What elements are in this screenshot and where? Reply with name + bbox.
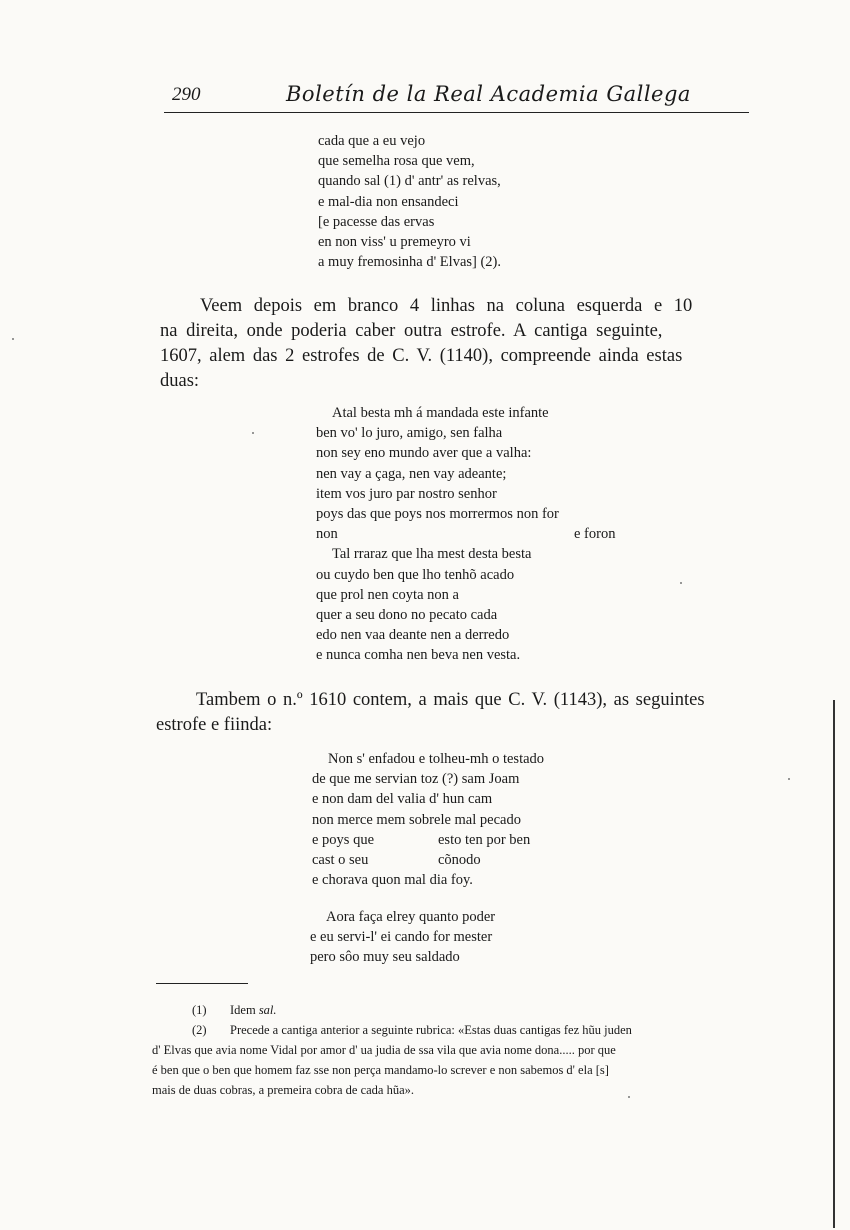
- verse-line: edo nen vaa deante nen a derredo: [316, 627, 510, 644]
- verse-line: e chorava quon mal dia foy.: [312, 872, 473, 889]
- footnote-continuation: mais de duas cobras, a premeira cobra de cada hũa».: [152, 1083, 415, 1097]
- scan-speck: [252, 432, 254, 434]
- paragraph-2: [156, 688, 757, 738]
- prose-line: Tambem o n.º 1610 contem, a mais que C. V. (1143), as seguintes: [196, 690, 705, 710]
- verse-line: Tal rraraz que lha mest desta besta: [332, 546, 532, 563]
- verse-fragment: e poys que: [312, 831, 375, 848]
- prose-line: 1607, alem das 2 estrofes de C. V. (1140), compreende ainda estas: [160, 346, 683, 366]
- verse-line: non merce mem sobrele mal pecado: [312, 811, 521, 828]
- footnote-text-italic: sal.: [258, 1003, 277, 1017]
- verse-line: e mal-dia non ensandeci: [318, 193, 459, 210]
- poem-fragment-1: [318, 131, 501, 272]
- scan-speck: [788, 778, 790, 780]
- verse-line: e nunca comha nen beva nen vesta.: [316, 647, 521, 664]
- verse-fragment: cast o seu: [312, 851, 369, 868]
- verse-line: non sey eno mundo aver que a valha:: [316, 445, 532, 462]
- verse-line-with-gap: [316, 524, 615, 544]
- verse-line: a muy fremosinha d' Elvas] (2).: [318, 254, 502, 271]
- running-header: [160, 82, 750, 110]
- poem-cantiga-1607: [316, 403, 615, 665]
- scan-edge-line: [833, 700, 835, 1228]
- verse-line: poys das que poys nos morrermos non for: [316, 505, 559, 522]
- prose-line: Veem depois em branco 4 linhas na coluna esquerda e 10: [200, 296, 693, 316]
- verse-fragment: esto ten por ben: [438, 831, 531, 848]
- scan-speck: [12, 338, 14, 340]
- footnote-continuation: d' Elvas que avia nome Vidal por amor d' ua judia de ssa vila que avia nome dona..... por que: [152, 1043, 616, 1057]
- verse-line: [e pacesse das ervas: [318, 213, 435, 230]
- verse-fragment: e foron: [574, 526, 616, 543]
- verse-line: e eu servi-l' ei cando for mester: [310, 929, 493, 946]
- verse-line: ou cuydo ben que lho tenhõ acado: [316, 566, 515, 583]
- verse-line: en non viss' u premeyro vi: [318, 233, 471, 250]
- footnote-number: (2): [192, 1023, 207, 1037]
- prose-line: duas:: [160, 371, 200, 391]
- verse-line: quando sal (1) d' antr' as relvas,: [318, 173, 501, 190]
- footnotes: [152, 1000, 756, 1100]
- prose-line: estrofe e fiinda:: [156, 715, 273, 735]
- verse-fragment: non: [316, 526, 338, 543]
- poem-cantiga-1610: [312, 749, 544, 890]
- verse-line-with-gap: [312, 830, 544, 850]
- footnote-continuation: é ben que o ben que homem faz sse non perça mandamo-lo screver e non sabemos d' ela [s]: [152, 1063, 609, 1077]
- verse-line: e non dam del valia d' hun cam: [312, 791, 493, 808]
- footnote-number: (1): [192, 1003, 207, 1017]
- verse-line: que prol nen coyta non a: [316, 586, 459, 603]
- verse-line: Aora faça elrey quanto poder: [326, 909, 496, 925]
- prose-line: na direita, onde poderia caber outra estrofe. A cantiga seguinte,: [160, 321, 663, 341]
- verse-line: pero sôo muy seu saldado: [310, 949, 460, 966]
- verse-line: cada que a eu vejo: [318, 133, 426, 149]
- footnote-2: [152, 1020, 756, 1040]
- footnote-text-plain: Idem: [230, 1003, 256, 1017]
- footnote-1: [152, 1000, 756, 1020]
- journal-title: Boletín de la Real Academia Gallega: [286, 82, 691, 106]
- scan-speck: [680, 582, 682, 584]
- verse-line: item vos juro par nostro senhor: [316, 485, 497, 502]
- verse-line: Non s' enfadou e tolheu-mh o testado: [328, 751, 545, 767]
- verse-line: quer a seu dono no pecato cada: [316, 606, 498, 623]
- verse-line-with-gap: [312, 850, 544, 870]
- verse-fragment: cõnodo: [438, 851, 481, 868]
- header-rule: [164, 112, 749, 113]
- verse-line: Atal besta mh á mandada este infante: [332, 405, 549, 421]
- footnote-text: [202, 1000, 277, 1020]
- paragraph-1: [160, 294, 757, 394]
- verse-line: de que me servian toz (?) sam Joam: [312, 771, 520, 788]
- footnote-rule: [156, 983, 248, 984]
- page-number: 290: [172, 84, 201, 105]
- poem-finda: [310, 907, 495, 968]
- verse-line: ben vo' lo juro, amigo, sen falha: [316, 425, 503, 442]
- footnote-text: Precede a cantiga anterior a seguinte rubrica: «Estas duas cantigas fez hũu juden: [230, 1023, 632, 1037]
- verse-line: que semelha rosa que vem,: [318, 153, 475, 170]
- scan-speck: [628, 1096, 630, 1098]
- verse-line: nen vay a çaga, nen vay adeante;: [316, 465, 507, 482]
